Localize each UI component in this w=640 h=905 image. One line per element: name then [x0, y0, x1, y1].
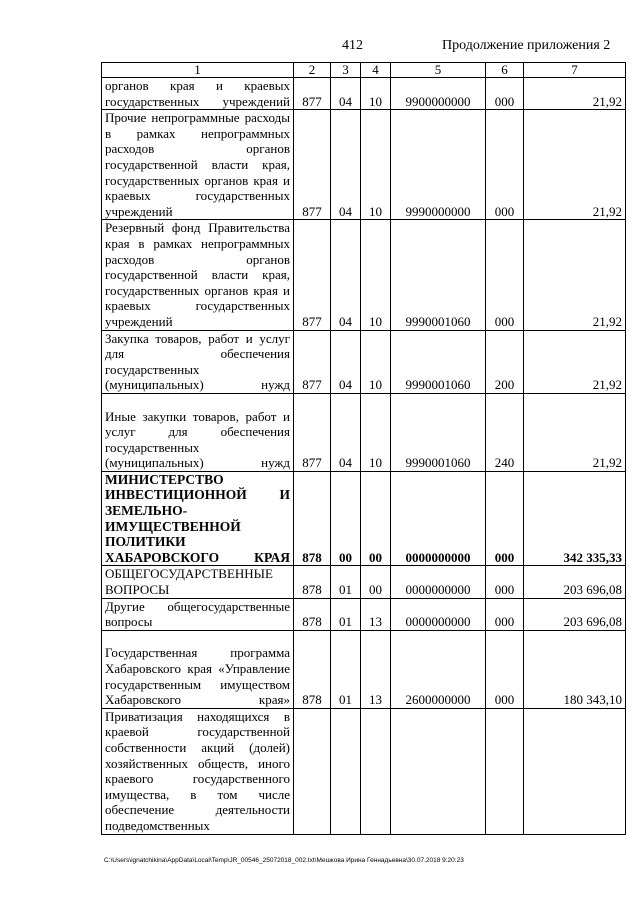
section-cell: 01: [331, 598, 361, 630]
section-cell: 04: [331, 220, 361, 330]
target-article-cell: 9990000000: [391, 110, 486, 220]
amount-cell: 203 696,08: [524, 566, 626, 598]
section-cell: [331, 708, 361, 834]
admin-code-cell: [294, 708, 331, 834]
column-number-row: [102, 63, 626, 78]
target-article-cell: 9990001060: [391, 393, 486, 471]
table-row: [102, 708, 626, 834]
expense-type-cell: 000: [486, 220, 524, 330]
subsection-cell: 10: [361, 78, 391, 110]
row-name-cell: Прочие непрограммные расходы в рамках непрограммных расходов органов государственной власти края, государственных органов края и краевых государственных учреждений: [102, 110, 294, 220]
amount-cell: 203 696,08: [524, 598, 626, 630]
admin-code-cell: 878: [294, 630, 331, 708]
admin-code-cell: 878: [294, 471, 331, 566]
row-name-cell: Закупка товаров, работ и услуг для обеспечения государственных (муниципальных) нужд: [102, 330, 294, 393]
row-name-cell: Иные закупки товаров, работ и услуг для обеспечения государственных (муниципальных) нужд: [102, 393, 294, 471]
target-article-cell: 0000000000: [391, 471, 486, 566]
table-row: [102, 630, 626, 708]
subsection-cell: 13: [361, 598, 391, 630]
expense-type-cell: 000: [486, 78, 524, 110]
target-article-cell: 2600000000: [391, 630, 486, 708]
expense-type-cell: 240: [486, 393, 524, 471]
amount-cell: 21,92: [524, 110, 626, 220]
subsection-cell: 13: [361, 630, 391, 708]
admin-code-cell: 877: [294, 393, 331, 471]
row-name-cell: Государственная программа Хабаровского края «Управление государственным имуществом Хабаровского края»: [102, 630, 294, 708]
target-article-cell: 9990001060: [391, 220, 486, 330]
table-row: [102, 471, 626, 566]
file-path-footer: C:\Users\ignatchikina\AppData\Local\Temp\JR_00546_25072018_002.txt\Мешкова Ирина Геннадьевна\30.07.2018 9:20:23: [104, 857, 464, 864]
section-cell: 04: [331, 393, 361, 471]
expense-type-cell: 000: [486, 630, 524, 708]
subsection-cell: 10: [361, 330, 391, 393]
table-row: [102, 393, 626, 471]
page-number: 412: [342, 38, 363, 53]
section-cell: 00: [331, 471, 361, 566]
column-number: 3: [331, 63, 361, 78]
amount-cell: 21,92: [524, 330, 626, 393]
table-row: [102, 110, 626, 220]
amount-cell: 180 343,10: [524, 630, 626, 708]
row-name-cell: ОБЩЕГОСУДАРСТВЕННЫЕ ВОПРОСЫ: [102, 566, 294, 598]
subsection-cell: 10: [361, 393, 391, 471]
amount-cell: 21,92: [524, 393, 626, 471]
row-name-cell: Другие общегосударственные вопросы: [102, 598, 294, 630]
column-number: 2: [294, 63, 331, 78]
admin-code-cell: 878: [294, 566, 331, 598]
column-number: 5: [391, 63, 486, 78]
expense-type-cell: 000: [486, 566, 524, 598]
section-cell: 01: [331, 566, 361, 598]
section-cell: 04: [331, 330, 361, 393]
column-number: 7: [524, 63, 626, 78]
target-article-cell: 9900000000: [391, 78, 486, 110]
row-name-cell: органов края и краевых государственных учреждений: [102, 78, 294, 110]
expense-type-cell: [486, 708, 524, 834]
column-number: 1: [102, 63, 294, 78]
admin-code-cell: 877: [294, 220, 331, 330]
table-row: [102, 220, 626, 330]
subsection-cell: 00: [361, 566, 391, 598]
table-row: [102, 566, 626, 598]
admin-code-cell: 877: [294, 330, 331, 393]
table-row: [102, 598, 626, 630]
subsection-cell: 10: [361, 220, 391, 330]
expense-type-cell: 000: [486, 110, 524, 220]
subsection-cell: 00: [361, 471, 391, 566]
column-number: 4: [361, 63, 391, 78]
section-cell: 04: [331, 78, 361, 110]
row-name-cell: МИНИСТЕРСТВО ИНВЕСТИЦИОННОЙ И ЗЕМЕЛЬНО-ИМУЩЕСТВЕННОЙ ПОЛИТИКИ ХАБАРОВСКОГО КРАЯ: [102, 471, 294, 566]
subsection-cell: 10: [361, 110, 391, 220]
table-row: [102, 78, 626, 110]
budget-table: [101, 62, 626, 835]
continuation-title: Продолжение приложения 2: [442, 38, 611, 53]
row-name-cell: Резервный фонд Правительства края в рамках непрограммных расходов органов государственной власти края, государственных органов края и краевых государственных учреждений: [102, 220, 294, 330]
section-cell: 04: [331, 110, 361, 220]
admin-code-cell: 877: [294, 110, 331, 220]
admin-code-cell: 877: [294, 78, 331, 110]
row-name-cell: Приватизация находящихся в краевой государственной собственности акций (долей) хозяйственных обществ, иного краевого государственного имущества, в том числе обеспечение деятельности подведомственных: [102, 708, 294, 834]
column-number: 6: [486, 63, 524, 78]
target-article-cell: 0000000000: [391, 598, 486, 630]
amount-cell: [524, 708, 626, 834]
subsection-cell: [361, 708, 391, 834]
amount-cell: 21,92: [524, 78, 626, 110]
section-cell: 01: [331, 630, 361, 708]
target-article-cell: 9990001060: [391, 330, 486, 393]
target-article-cell: [391, 708, 486, 834]
expense-type-cell: 000: [486, 471, 524, 566]
amount-cell: 21,92: [524, 220, 626, 330]
target-article-cell: 0000000000: [391, 566, 486, 598]
table-row: [102, 330, 626, 393]
expense-type-cell: 000: [486, 598, 524, 630]
amount-cell: 342 335,33: [524, 471, 626, 566]
admin-code-cell: 878: [294, 598, 331, 630]
expense-type-cell: 200: [486, 330, 524, 393]
